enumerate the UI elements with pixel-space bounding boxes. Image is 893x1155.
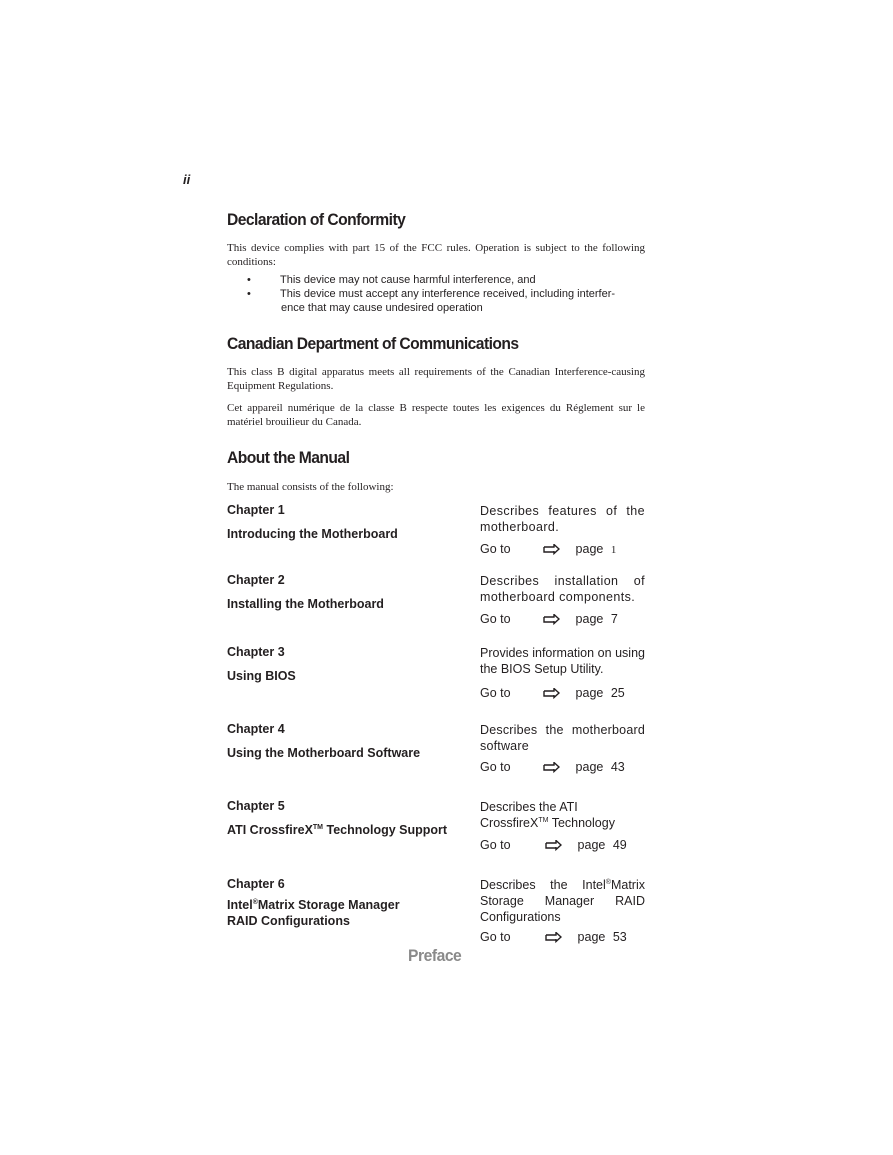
- go-to-label: Go to: [480, 760, 511, 774]
- chapter-4-desc-text: Describes the motherboard software: [480, 723, 645, 753]
- page-number-value: 43: [610, 760, 625, 774]
- bullet-text: This device must accept any interference received, including interfer-: [280, 288, 616, 300]
- bullet-continuation: ence that may cause undesired operation: [281, 302, 483, 314]
- chapter-3-desc: [480, 645, 645, 677]
- bullet-item: [227, 287, 645, 301]
- page-number: ii: [183, 172, 191, 187]
- bullet-dot: •: [247, 274, 251, 286]
- manual-intro: The manual consists of the following:: [227, 481, 394, 493]
- chapter-1-title: Introducing the Motherboard: [227, 527, 398, 541]
- chapter-2-desc: [480, 573, 645, 605]
- chapter-5-title: [227, 823, 447, 837]
- trademark-mark: TM: [538, 816, 549, 824]
- chapter-3-label: Chapter 3: [227, 645, 285, 659]
- chapter-6-title-text: Intel: [227, 898, 253, 912]
- page-label: page: [575, 612, 604, 626]
- go-to-label: Go to: [480, 542, 511, 556]
- right-arrow-icon: [544, 932, 562, 944]
- registered-mark: ®: [605, 878, 611, 886]
- chapter-6-title: [227, 897, 400, 929]
- bullet-dot: •: [247, 288, 251, 300]
- chapter-1-desc-text: Describes features of the motherboard.: [480, 504, 645, 534]
- chapter-5-desc-rest: Technology: [548, 816, 615, 830]
- bullet-text: This device may not cause harmful interference, and: [280, 274, 536, 286]
- canadian-para-2: Cet appareil numérique de la classe B respecte toutes les exigences du Réglement sur le matériel brouilieur du Canada.: [227, 402, 645, 428]
- chapter-2-label: Chapter 2: [227, 573, 285, 587]
- chapter-6-title-line2: RAID Configurations: [227, 914, 350, 928]
- chapter-6-label: Chapter 6: [227, 877, 285, 891]
- right-arrow-icon: [544, 840, 562, 852]
- conformity-bullet-list: [227, 273, 645, 315]
- page-number-value: 1: [610, 544, 617, 556]
- chapter-1-goto[interactable]: [480, 542, 616, 556]
- chapter-1-label: Chapter 1: [227, 503, 285, 517]
- chapter-6-title-rest: Matrix Storage Manager: [257, 898, 400, 912]
- chapter-6-desc: [480, 877, 645, 925]
- canadian-heading: Canadian Department of Communications: [227, 334, 519, 353]
- chapter-5-goto[interactable]: [480, 838, 627, 852]
- chapter-3-title: Using BIOS: [227, 669, 296, 683]
- chapter-6-goto[interactable]: [480, 930, 627, 944]
- trademark-mark: TM: [312, 823, 324, 831]
- page-label: page: [575, 542, 604, 556]
- page-label: page: [575, 760, 604, 774]
- chapter-3-desc-text: Provides information on using the BIOS Setup Utility.: [480, 646, 645, 676]
- canadian-para-1: This class B digital apparatus meets all requirements of the Canadian Interference-causing Equipment Regulations.: [227, 366, 645, 392]
- page-number-value: 7: [610, 612, 618, 626]
- page-number-value: 25: [610, 686, 625, 700]
- chapter-3-goto[interactable]: [480, 686, 625, 700]
- page-number-value: 53: [612, 930, 627, 944]
- chapter-6-desc-rest: Matrix Storage Manager RAID Configurations: [480, 878, 645, 924]
- right-arrow-icon: [542, 762, 560, 774]
- conformity-heading: Declaration of Conformity: [227, 210, 406, 229]
- chapter-6-desc-text: Describes the Intel: [480, 878, 606, 892]
- chapter-5-desc: [480, 799, 645, 831]
- go-to-label: Go to: [480, 686, 511, 700]
- footer-section-title: Preface: [408, 946, 462, 965]
- chapter-2-title: Installing the Motherboard: [227, 597, 384, 611]
- go-to-label: Go to: [480, 612, 511, 626]
- page-label: page: [577, 930, 606, 944]
- chapter-5-desc-text: Describes the ATI CrossfireX: [480, 800, 578, 830]
- page-label: page: [575, 686, 604, 700]
- chapter-2-desc-text: Describes installation of motherboard components.: [480, 574, 645, 604]
- chapter-2-goto[interactable]: [480, 612, 618, 626]
- page-label: page: [577, 838, 606, 852]
- chapter-4-label: Chapter 4: [227, 722, 285, 736]
- right-arrow-icon: [542, 688, 560, 700]
- registered-mark: ®: [252, 898, 258, 906]
- chapter-1-desc: [480, 503, 645, 535]
- manual-heading: About the Manual: [227, 448, 350, 467]
- chapter-5-label: Chapter 5: [227, 799, 285, 813]
- page-number-value: 49: [612, 838, 627, 852]
- chapter-4-desc: [480, 722, 645, 754]
- right-arrow-icon: [542, 614, 560, 626]
- bullet-item: [227, 273, 645, 287]
- go-to-label: Go to: [480, 930, 511, 944]
- chapter-4-goto[interactable]: [480, 760, 625, 774]
- go-to-label: Go to: [480, 838, 511, 852]
- chapter-4-title: Using the Motherboard Software: [227, 746, 421, 760]
- conformity-intro: This device complies with part 15 of the FCC rules. Operation is subject to the following conditions:: [227, 242, 645, 268]
- chapter-5-title-text: ATI CrossfireX: [227, 823, 313, 837]
- chapter-5-title-rest: Technology Support: [323, 823, 448, 837]
- right-arrow-icon: [542, 544, 560, 556]
